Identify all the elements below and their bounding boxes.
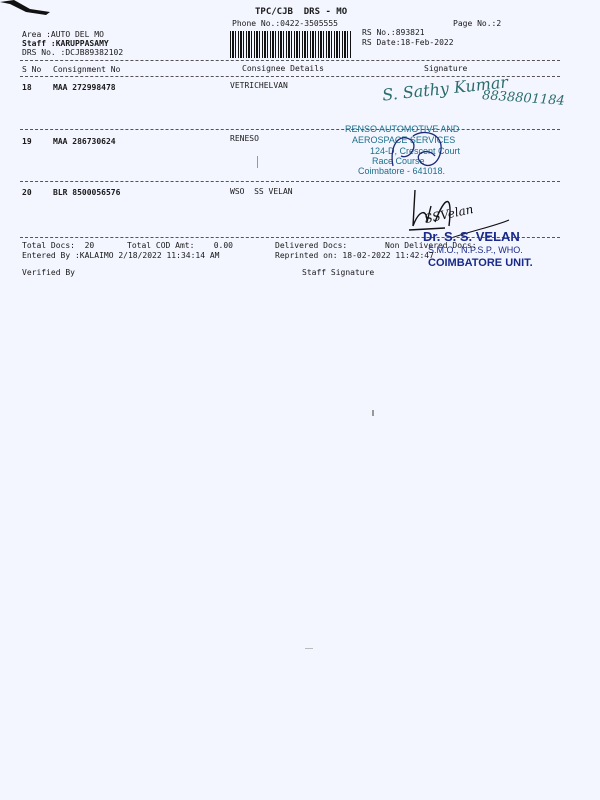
row-18-consignment: MAA 272998478 — [53, 83, 116, 92]
scan-speck — [305, 648, 313, 649]
stamp-doctor-name: Dr. S. S. VELAN — [423, 229, 520, 244]
phone-number: Phone No.:0422-3505555 — [232, 19, 338, 28]
col-header-sno: S No — [22, 65, 42, 74]
drs-number: DRS No. :DCJB89382102 — [22, 48, 124, 57]
non-delivered-docs: Non Delivered Docs: — [385, 241, 477, 250]
staff-signature-label: Staff Signature — [302, 268, 375, 277]
stamp-renso-line3: 124-D, Crescent Court — [370, 146, 461, 156]
stamp-renso-line1: RENSO AUTOMOTIVE AND — [345, 124, 460, 134]
rs-number: RS No.:893821 — [362, 28, 425, 37]
row-18-sno: 18 — [22, 83, 32, 92]
rs-date: RS Date:18-Feb-2022 — [362, 38, 454, 47]
row-20-signature-name: SSVelan — [423, 201, 475, 227]
row-20-sno: 20 — [22, 188, 32, 197]
row-19-signature-icon — [385, 126, 455, 178]
area-label: Area :AUTO DEL MO — [22, 30, 104, 39]
stamp-renso-line4: Race Course — [372, 156, 425, 166]
col-header-signature: Signature — [424, 64, 468, 73]
barcode — [230, 31, 352, 58]
corner-mark-icon — [0, 0, 60, 20]
row-18-signature-name: S. Sathy Kumar — [381, 72, 509, 105]
stamp-renso-line2: AEROSPACE SERVICES — [352, 135, 456, 145]
document-title: TPC/CJB DRS - MO — [255, 7, 348, 17]
tick-mark — [257, 156, 258, 168]
row-20-consignee: WSO SS VELAN — [230, 187, 293, 196]
divider — [20, 129, 560, 130]
stamp-doctor-designation: S.M.O., N.P.S.P., WHO. — [428, 245, 523, 255]
col-header-consignee: Consignee Details — [242, 64, 324, 73]
total-docs: Total Docs: 20 — [22, 241, 95, 250]
entered-by: Entered By :KALAIMO 2/18/2022 11:34:14 AM — [22, 251, 220, 260]
divider — [20, 60, 560, 61]
total-cod-amount: Total COD Amt: 0.00 — [127, 241, 233, 250]
scan-speck — [372, 410, 374, 416]
stamp-doctor-unit: COIMBATORE UNIT. — [428, 257, 533, 269]
stamp-renso-line5: Coimbatore - 641018. — [358, 166, 446, 176]
verified-by-label: Verified By — [22, 268, 75, 277]
row-20-consignment: BLR 8500056576 — [53, 188, 121, 197]
delivered-docs: Delivered Docs: — [275, 241, 348, 250]
divider — [20, 181, 560, 182]
staff-label: Staff :KARUPPASAMY — [22, 39, 109, 48]
row-19-sno: 19 — [22, 137, 32, 146]
row-19-consignee: RENESO — [230, 134, 259, 143]
page-number: Page No.:2 — [453, 19, 502, 28]
reprinted-on: Reprinted on: 18-02-2022 11:42:47 — [275, 251, 434, 260]
row-18-consignee: VETRICHELVAN — [230, 81, 288, 90]
row-19-consignment: MAA 286730624 — [53, 137, 116, 146]
col-header-consignment: Consignment No — [53, 65, 121, 74]
row-18-signature-phone: 8838801184 — [481, 88, 566, 109]
